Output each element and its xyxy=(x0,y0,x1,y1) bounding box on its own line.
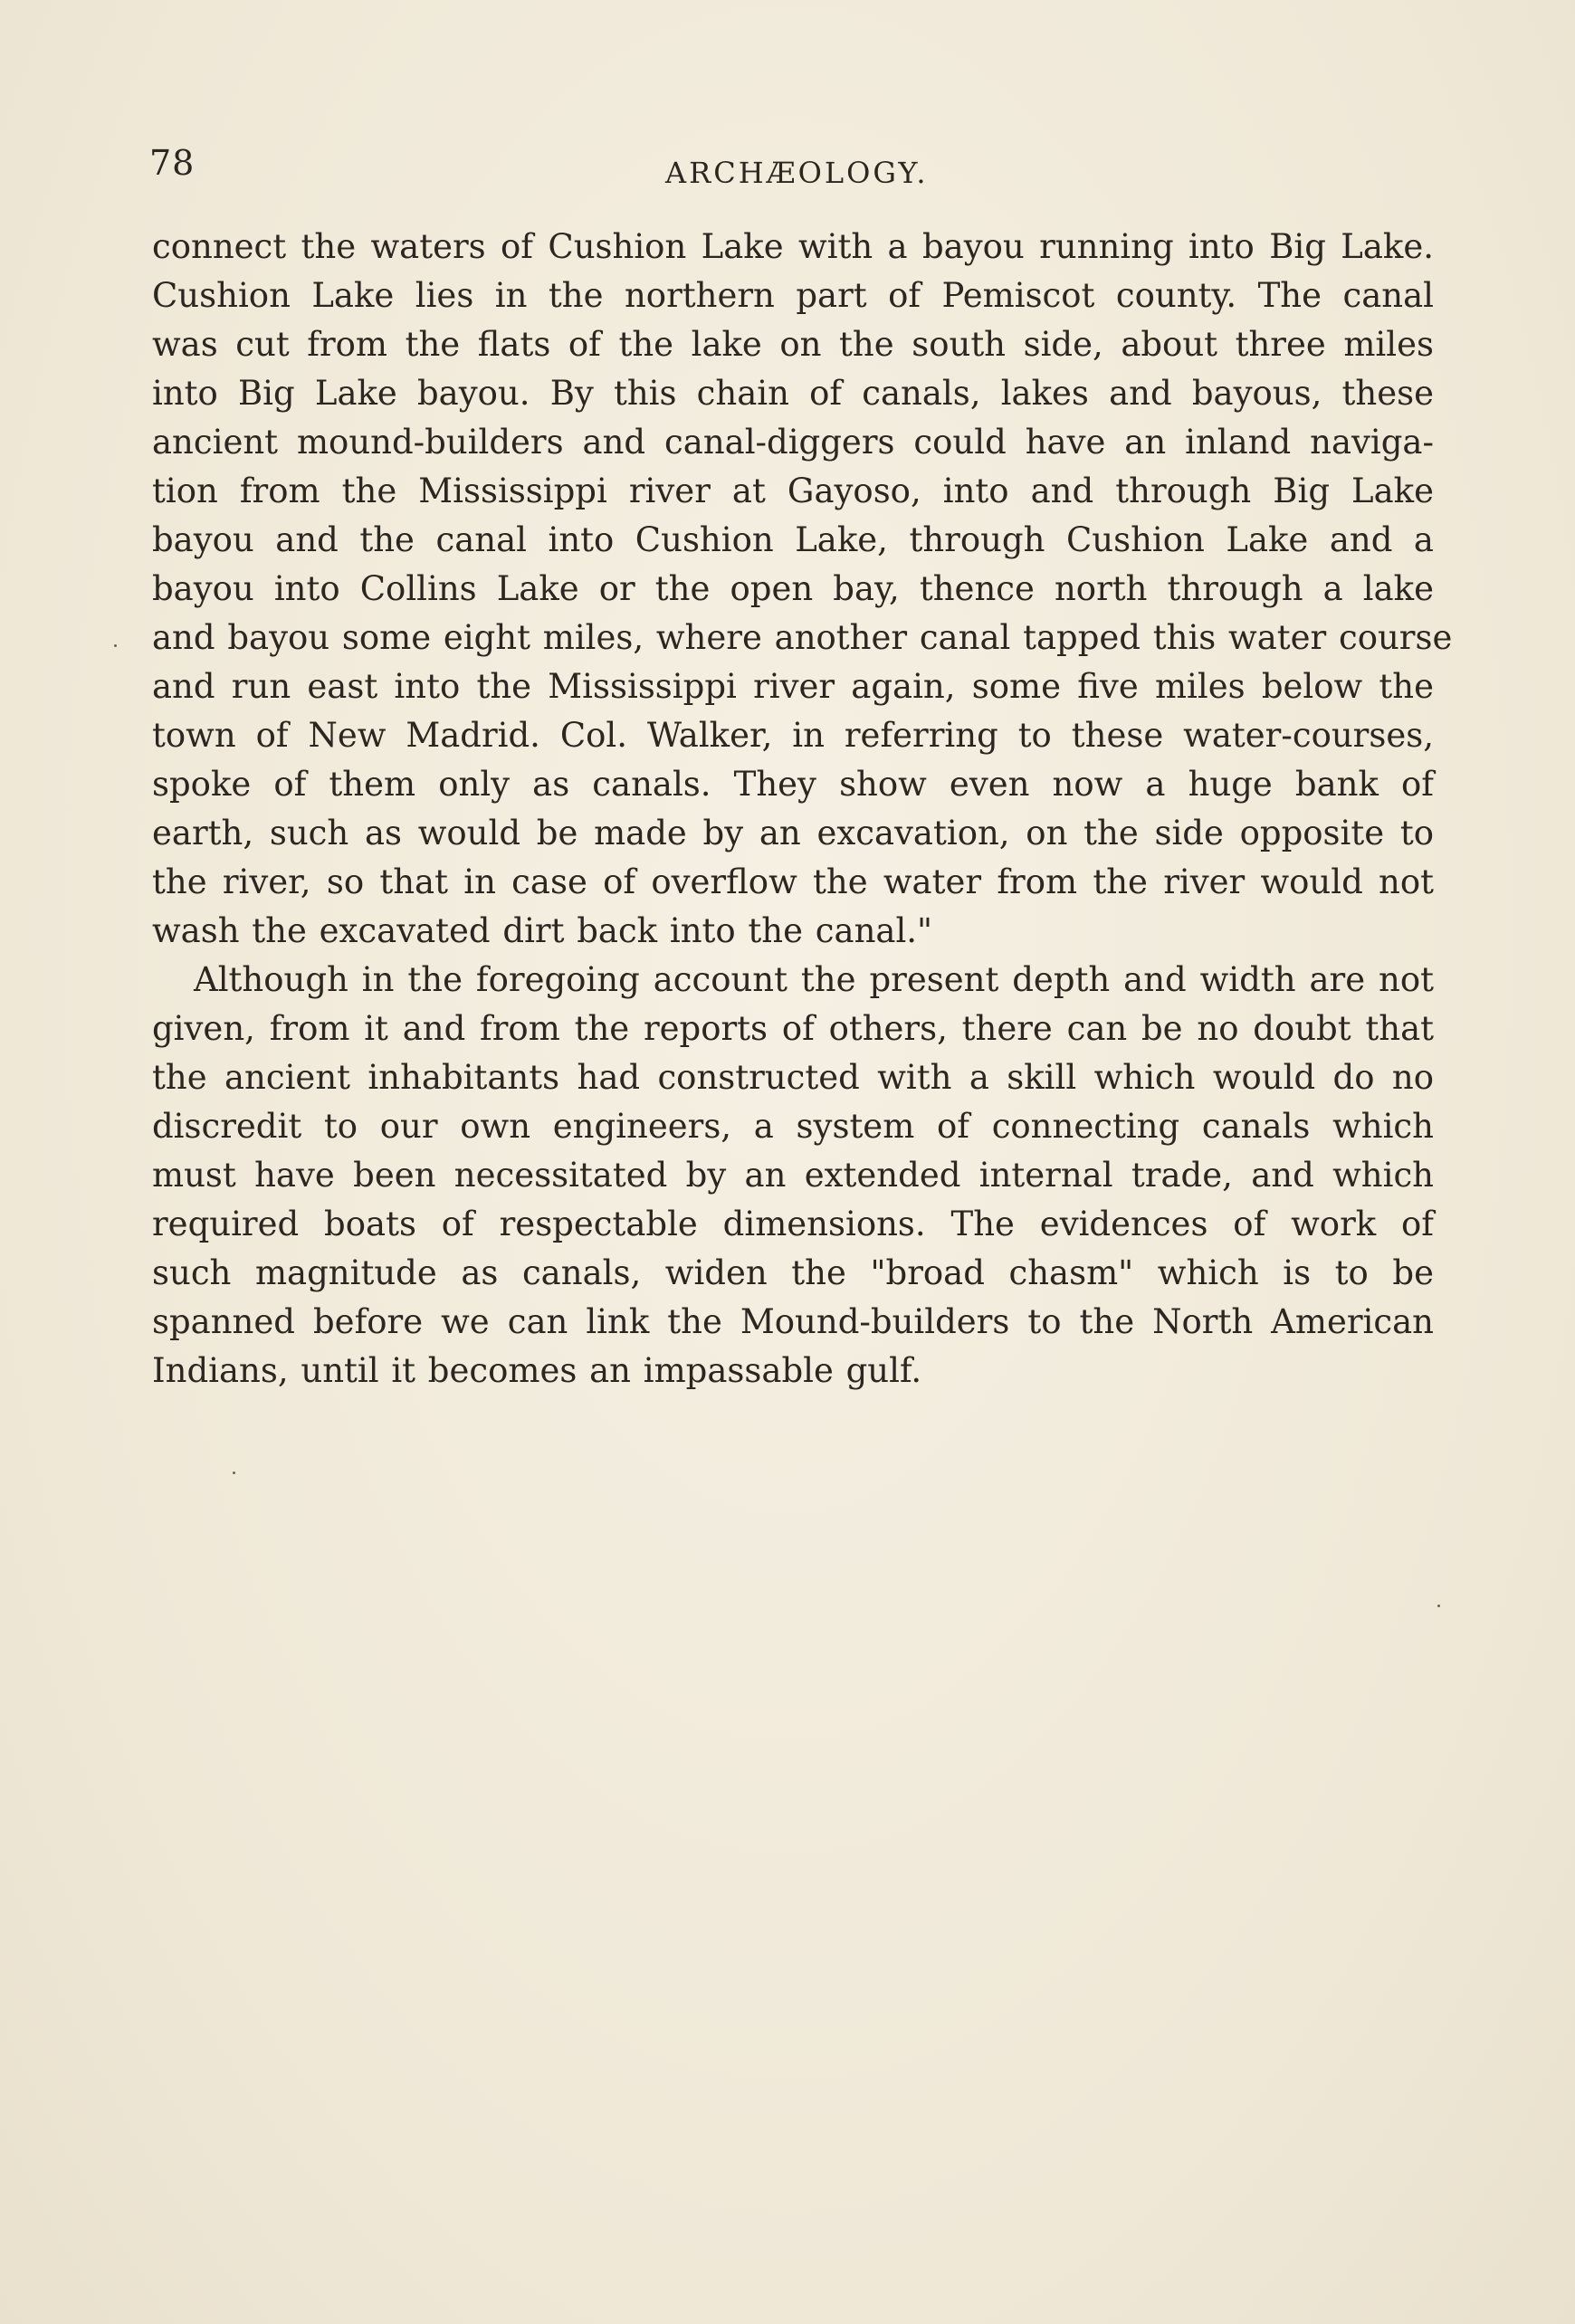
text-line: into Big Lake bayou. By this chain of canals, lakes and bayous, these xyxy=(152,374,1434,413)
text-line: the river, so that in case of overflow the water from the river would not xyxy=(152,862,1434,901)
text-line: spoke of them only as canals. They show even now a huge bank of xyxy=(152,765,1434,804)
text-line: bayou into Collins Lake or the open bay, thence north through a lake xyxy=(152,569,1434,608)
text-line: tion from the Mississippi river at Gayoso, into and through Big Lake xyxy=(152,471,1434,510)
running-title: ARCHÆOLOGY. xyxy=(665,156,929,190)
body-text xyxy=(152,223,1453,1395)
text-line: ancient mound-builders and canal-diggers could have an inland naviga- xyxy=(152,423,1434,462)
paper-speck xyxy=(1437,1605,1440,1607)
text-line: such magnitude as canals, widen the "broad chasm" which is to be xyxy=(152,1253,1434,1292)
running-head xyxy=(149,143,1435,197)
paper-speck xyxy=(114,644,117,647)
text-line: earth, such as would be made by an excavation, on the side opposite to xyxy=(152,814,1434,852)
text-line: given, from it and from the reports of others, there can be no doubt that xyxy=(152,1009,1434,1048)
text-line: and bayou some eight miles, where another canal tapped this water course xyxy=(152,618,1453,657)
text-line: the ancient inhabitants had constructed with a skill which would do no xyxy=(152,1058,1434,1097)
text-line: town of New Madrid. Col. Walker, in referring to these water-courses, xyxy=(152,716,1434,755)
text-line: connect the waters of Cushion Lake with a bayou running into Big Lake. xyxy=(152,227,1434,266)
text-line: and run east into the Mississippi river again, some five miles below the xyxy=(152,667,1434,706)
text-line: bayou and the canal into Cushion Lake, through Cushion Lake and a xyxy=(152,520,1434,559)
text-line: spanned before we can link the Mound-builders to the North American xyxy=(152,1302,1434,1341)
text-line: required boats of respectable dimensions. The evidences of work of xyxy=(152,1205,1434,1243)
text-line: was cut from the flats of the lake on the south side, about three miles xyxy=(152,325,1434,364)
paragraph-2 xyxy=(152,956,1434,1395)
paragraph-1 xyxy=(152,223,1453,956)
page-number: 78 xyxy=(149,143,196,183)
text-line: Although in the foregoing account the present depth and width are not xyxy=(194,960,1434,999)
text-line: Cushion Lake lies in the northern part of Pemiscot county. The canal xyxy=(152,276,1434,315)
text-line: Indians, until it becomes an impassable gulf. xyxy=(152,1351,922,1390)
text-line: discredit to our own engineers, a system of connecting canals which xyxy=(152,1107,1434,1146)
paper-speck xyxy=(233,1472,235,1474)
text-line: must have been necessitated by an extended internal trade, and which xyxy=(152,1156,1434,1195)
text-line: wash the excavated dirt back into the canal." xyxy=(152,911,933,950)
